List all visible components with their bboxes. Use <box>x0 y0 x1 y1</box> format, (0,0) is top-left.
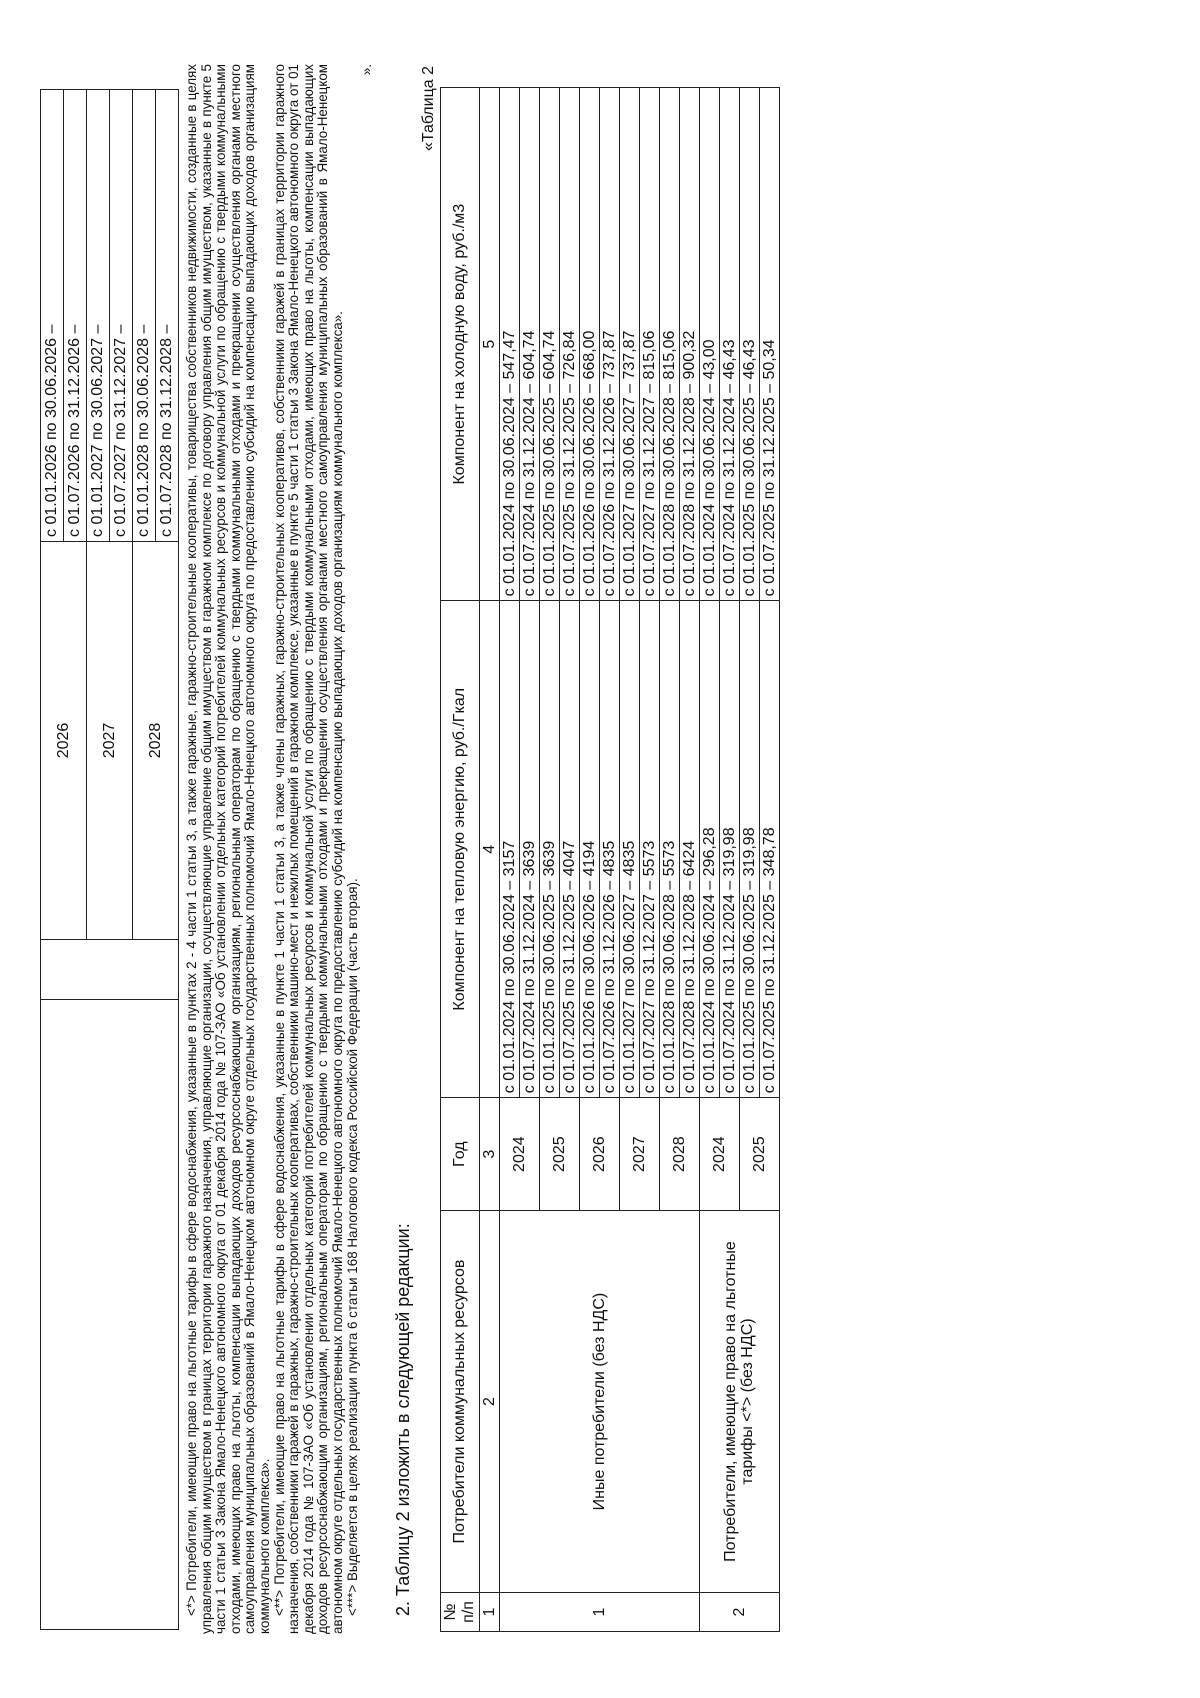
water-tariff: с 01.01.2024 по 30.06.2024 – 43,00 <box>699 88 719 601</box>
period-cell: с 01.07.2026 по 31.12.2026 – <box>64 90 87 542</box>
column-number: 5 <box>479 88 499 601</box>
water-tariff: с 01.07.2025 по 31.12.2025 – 50,34 <box>759 88 779 601</box>
footnote-2: <**> Потребители, имеющие право на льготные тарифы в сфере водоснабжения, указанные в пункте 1 части 1 статьи 3, а также члены гаражных, гаражно-строительных кооперативов, собственники гаражей в границах территории гаражного назначения, собственники гаражей в гаражных, гаражно-строительных кооперативах, собственники машино-мест и нежилых помещений в гаражном комплексе, указанные в пункте 5 части 1 статьи 3 Закона Ямало-Ненецкого автономного округа от 01 декабря 2014 года № 107-ЗАО «Об установлении отдельных категорий потребителей коммунальных ресурсов и коммунальной услуги по обращению с твердыми коммунальными отходами, имеющих право на льготы, компенсации выпадающих доходов ресурсоснабжающим организациям, региональным операторам по обращению с твердыми коммунальными отходами и прекращении осуществления органами местного самоуправления муниципальных образований в Ямало-Ненецком автономном округе отдельных государственных полномочий Ямало-Ненецкого автономного округа по предоставлению субсидий на компенсацию выпадающих доходов организациям коммунального комплекса». <box>271 64 345 1634</box>
heat-tariff: с 01.07.2024 по 31.12.2024 – 319,98 <box>719 601 739 1098</box>
footnote-3: <***> Выделяется в целях реализации пункта 6 статьи 168 Налогового кодекса Российской Федерации (часть вторая). <box>344 878 360 1616</box>
water-tariff: с 01.07.2024 по 31.12.2024 – 604,74 <box>519 88 539 601</box>
year-cell: 2027 <box>619 1098 659 1211</box>
water-tariff: с 01.01.2027 по 30.06.2027 – 737,87 <box>619 88 639 601</box>
tariff-table-body <box>499 88 779 1632</box>
heat-tariff: с 01.07.2025 по 31.12.2025 – 348,78 <box>759 601 779 1098</box>
water-tariff: с 01.01.2028 по 30.06.2028 – 815,06 <box>659 88 679 601</box>
period-cell: с 01.01.2027 по 30.06.2027 – <box>87 90 110 542</box>
header-consumers: Потребители коммунальных ресурсов <box>440 1211 479 1593</box>
column-number-row <box>479 88 499 1632</box>
column-number: 2 <box>479 1211 499 1593</box>
section-heading: 2. Таблицу 2 изложить в следующей редакции: <box>392 1223 413 1616</box>
heat-tariff: с 01.07.2027 по 31.12.2027 – 5573 <box>639 601 659 1098</box>
period-cell: с 01.01.2026 по 30.06.2026 – <box>41 90 64 542</box>
period-cell: с 01.07.2027 по 31.12.2027 – <box>110 90 133 542</box>
header-water: Компонент на холодную воду, руб./м3 <box>440 88 479 601</box>
year-cell: 2024 <box>699 1098 739 1211</box>
row-number: 1 <box>499 1593 699 1632</box>
heat-tariff: с 01.01.2027 по 30.06.2027 – 4835 <box>619 601 639 1098</box>
water-tariff: с 01.01.2024 по 30.06.2024 – 547,47 <box>499 88 519 601</box>
table-row <box>699 88 719 1632</box>
column-number: 1 <box>479 1593 499 1632</box>
footnotes <box>185 64 375 1634</box>
column-number: 4 <box>479 601 499 1098</box>
continuation-table <box>40 89 179 1630</box>
water-tariff: с 01.07.2027 по 31.12.2027 – 815,06 <box>639 88 659 601</box>
year-cell: 2027 <box>87 542 133 940</box>
header-num: № п/п <box>440 1593 479 1632</box>
header-year: Год <box>440 1098 479 1211</box>
water-tariff: с 01.07.2026 по 31.12.2026 – 737,87 <box>599 88 619 601</box>
heat-tariff: с 01.07.2025 по 31.12.2025 – 4047 <box>559 601 579 1098</box>
water-tariff: с 01.01.2025 по 30.06.2025 – 46,43 <box>739 88 759 601</box>
table-label: «Таблица 2 <box>419 66 437 151</box>
heat-tariff: с 01.01.2025 по 30.06.2025 – 319,98 <box>739 601 759 1098</box>
year-cell: 2028 <box>659 1098 699 1211</box>
document-content <box>40 64 780 1634</box>
column-number: 3 <box>479 1098 499 1211</box>
table-row <box>499 88 519 1632</box>
year-cell: 2025 <box>539 1098 579 1211</box>
consumer-category: Потребители, имеющие право на льготные тарифы <*> (без НДС) <box>699 1211 779 1593</box>
tariff-table <box>440 87 780 1632</box>
period-cell: с 01.01.2028 по 30.06.2028 – <box>133 90 156 542</box>
heat-tariff: с 01.07.2028 по 31.12.2028 – 6424 <box>679 601 699 1098</box>
water-tariff: с 01.07.2028 по 31.12.2028 – 900,32 <box>679 88 699 601</box>
consumer-category: Иные потребители (без НДС) <box>499 1211 699 1593</box>
water-tariff: с 01.07.2024 по 31.12.2024 – 46,43 <box>719 88 739 601</box>
header-row <box>440 88 479 1632</box>
empty-category-cell <box>41 1000 179 1630</box>
continuation-row <box>41 90 64 1630</box>
row-number: 2 <box>699 1593 779 1632</box>
header-heat: Компонент на тепловую энергию, руб./Гкал <box>440 601 479 1098</box>
period-cell: с 01.07.2028 по 31.12.2028 – <box>156 90 179 542</box>
year-cell: 2025 <box>739 1098 779 1211</box>
year-cell: 2028 <box>133 542 179 940</box>
heat-tariff: с 01.01.2028 по 30.06.2028 – 5573 <box>659 601 679 1098</box>
footnote-1: <*> Потребители, имеющие право на льготные тарифы в сфере водоснабжения, указанные в пунктах 2 - 4 части 1 статьи 3, а также гаражные, гаражно-строительные кооперативы, товарищества собственников недвижимости, созданные в целях управления общим имуществом в границах территории гаражного назначения, управляющие организации, осуществляющие управление общим имуществом в гаражном комплексе по договору управления общим имуществом, указанные в пункте 5 части 1 статьи 3 Закона Ямало-Ненецкого автономного округа от 01 декабря 2014 года № 107-ЗАО «Об установлении отдельных категорий потребителей коммунальных ресурсов и коммунальной услуги по обращению с твердыми коммунальными отходами, имеющих право на льготы, компенсации выпадающих доходов ресурсоснабжающим организациям, региональным операторам по обращению с твердыми коммунальными отходами и прекращении осуществления органами местного самоуправления муниципальных образований в Ямало-Ненецком автономном округе отдельных государственных полномочий Ямало-Ненецкого автономного округа по предоставлению субсидий на компенсацию выпадающих доходов организациям коммунального комплекса». <box>184 64 272 1634</box>
year-cell: 2026 <box>41 542 87 940</box>
empty-year-spacer <box>41 940 179 1000</box>
heat-tariff: с 01.01.2026 по 30.06.2026 – 4194 <box>579 601 599 1098</box>
heat-tariff: с 01.07.2024 по 31.12.2024 – 3639 <box>519 601 539 1098</box>
water-tariff: с 01.07.2025 по 31.12.2025 – 726,84 <box>559 88 579 601</box>
heat-tariff: с 01.01.2024 по 30.06.2024 – 3157 <box>499 601 519 1098</box>
water-tariff: с 01.01.2025 по 30.06.2025 – 604,74 <box>539 88 559 601</box>
heat-tariff: с 01.01.2024 по 30.06.2024 – 296,28 <box>699 601 719 1098</box>
heat-tariff: с 01.07.2026 по 31.12.2026 – 4835 <box>599 601 619 1098</box>
water-tariff: с 01.01.2026 по 30.06.2026 – 668,00 <box>579 88 599 601</box>
year-cell: 2024 <box>499 1098 539 1211</box>
heat-tariff: с 01.01.2025 по 30.06.2025 – 3639 <box>539 601 559 1098</box>
closing-quote: ». <box>359 64 375 76</box>
year-cell: 2026 <box>579 1098 619 1211</box>
